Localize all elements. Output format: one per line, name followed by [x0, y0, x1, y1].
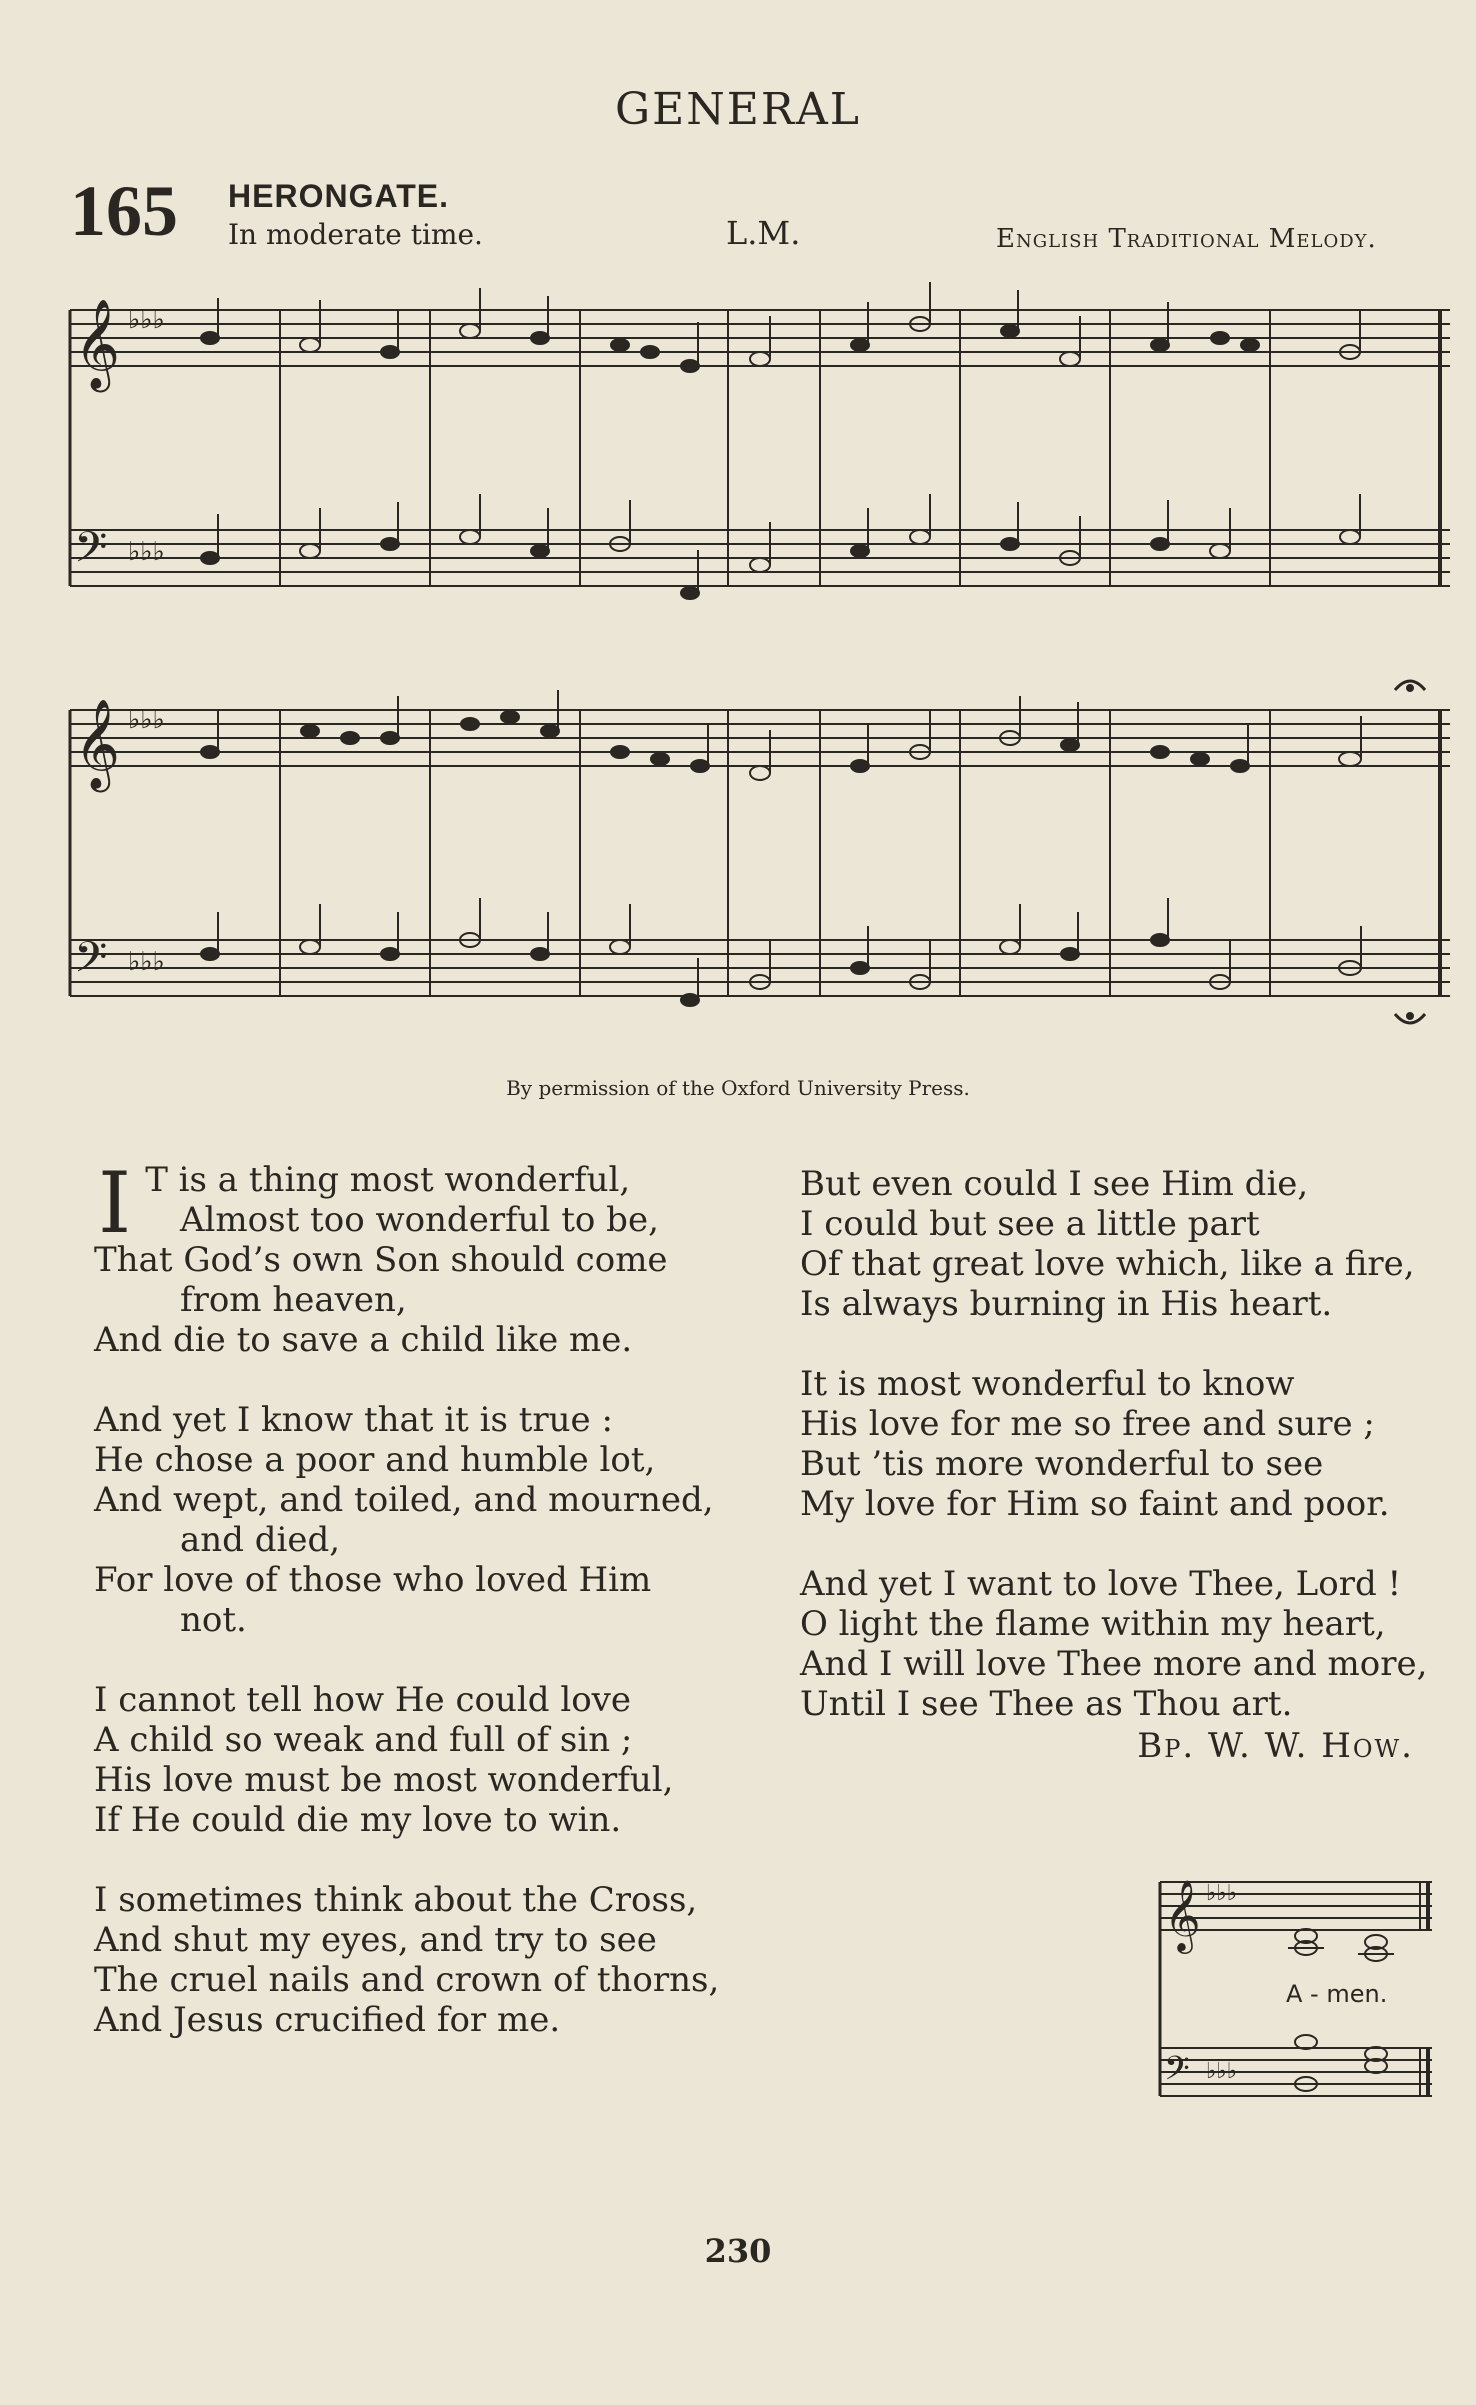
svg-text:♭♭♭: ♭♭♭ [128, 305, 165, 335]
verse-line: And shut my eyes, and try to see [94, 1920, 657, 1960]
stanza-3 [94, 1680, 754, 1840]
treble-clef-icon: 𝄞 [1164, 1878, 1201, 1951]
svg-text:♭♭♭: ♭♭♭ [128, 705, 165, 735]
stanza-5 [800, 1164, 1460, 1324]
verse-line: And yet I want to love Thee, Lord ! [800, 1564, 1402, 1604]
verses-left-column [94, 1154, 754, 2080]
notes-system-1 [201, 282, 1360, 599]
verse-line: It is most wonderful to know [800, 1364, 1295, 1404]
verse-line: For love of those who loved Him [94, 1560, 652, 1600]
svg-text:♭♭♭: ♭♭♭ [1206, 1881, 1238, 1906]
meter: L.M. [726, 214, 801, 252]
verse-line: And Jesus crucified for me. [94, 2000, 561, 2040]
system-1-treble-staff [70, 310, 1450, 366]
tempo-marking: In moderate time. [228, 218, 483, 251]
verse-line: And wept, and toiled, and mourned, [94, 1480, 714, 1520]
page-number: 230 [704, 2232, 772, 2270]
verse-line: I could but see a little part [800, 1204, 1260, 1244]
tune-name: HERONGATE. [228, 178, 449, 214]
verses-right-column [800, 1164, 1460, 1766]
music-score [60, 270, 1460, 1060]
bass-clef-icon: 𝄢 [74, 523, 108, 583]
verse-line: He chose a poor and humble lot, [94, 1440, 656, 1480]
running-title: GENERAL [614, 84, 861, 135]
composer-credit: English Traditional Melody. [996, 224, 1377, 254]
verse-line: That God’s own Son should come [94, 1240, 668, 1280]
verse-line: His love for me so free and sure ; [800, 1404, 1375, 1444]
stanza-6 [800, 1364, 1460, 1524]
treble-clef-icon: 𝄞 [74, 699, 121, 789]
verse-line: If He could die my love to win. [94, 1800, 622, 1840]
verse-line: And yet I know that it is true : [94, 1400, 613, 1440]
verse-line: not. [180, 1600, 247, 1640]
amen-lyric: A - men. [1286, 1980, 1388, 2008]
system-2-treble-staff [70, 710, 1450, 766]
svg-text:♭♭♭: ♭♭♭ [128, 947, 165, 977]
permission-note: By permission of the Oxford University Press. [506, 1076, 970, 1100]
verse-line: His love must be most wonderful, [94, 1760, 674, 1800]
treble-clef-icon: 𝄞 [74, 299, 121, 389]
verse-line: My love for Him so faint and poor. [800, 1484, 1390, 1524]
verse-line: from heaven, [180, 1280, 407, 1320]
bass-clef-icon: 𝄢 [74, 933, 108, 993]
verse-line: Of that great love which, like a fire, [800, 1244, 1415, 1284]
verse-line: Almost too wonderful to be, [180, 1200, 659, 1240]
verse-line: And I will love Thee more and more, [800, 1644, 1428, 1684]
verse-line: O light the flame within my heart, [800, 1604, 1386, 1644]
stanza-1 [94, 1154, 754, 1360]
verse-line: I cannot tell how He could love [94, 1680, 632, 1720]
svg-text:♭♭♭: ♭♭♭ [128, 537, 165, 567]
svg-text:♭♭♭: ♭♭♭ [1206, 2059, 1238, 2084]
verse-line: The cruel nails and crown of thorns, [94, 1960, 720, 2000]
verse-line: And die to save a child like me. [94, 1320, 633, 1360]
drop-cap: I [98, 1154, 132, 1252]
hymn-number: 165 [70, 171, 178, 251]
verse-line: Is always burning in His heart. [800, 1284, 1333, 1324]
author-credit: Bp. W. W. How. [1137, 1726, 1414, 1766]
stanza-2 [94, 1400, 754, 1640]
verse-line: and died, [180, 1520, 341, 1560]
system-2-bass-staff [70, 940, 1450, 996]
verse-line: T is a thing most wonderful, [145, 1160, 631, 1200]
verse-line: A child so weak and full of sin ; [94, 1720, 633, 1760]
bass-clef-icon: 𝄢 [1164, 2050, 1190, 2096]
verse-line: Until I see Thee as Thou art. [800, 1684, 1293, 1724]
verse-line: I sometimes think about the Cross, [94, 1880, 698, 1920]
verse-line: But even could I see Him die, [800, 1164, 1309, 1204]
verse-line: But ’tis more wonderful to see [800, 1444, 1324, 1484]
stanza-4 [94, 1880, 754, 2040]
stanza-7 [800, 1564, 1460, 1724]
